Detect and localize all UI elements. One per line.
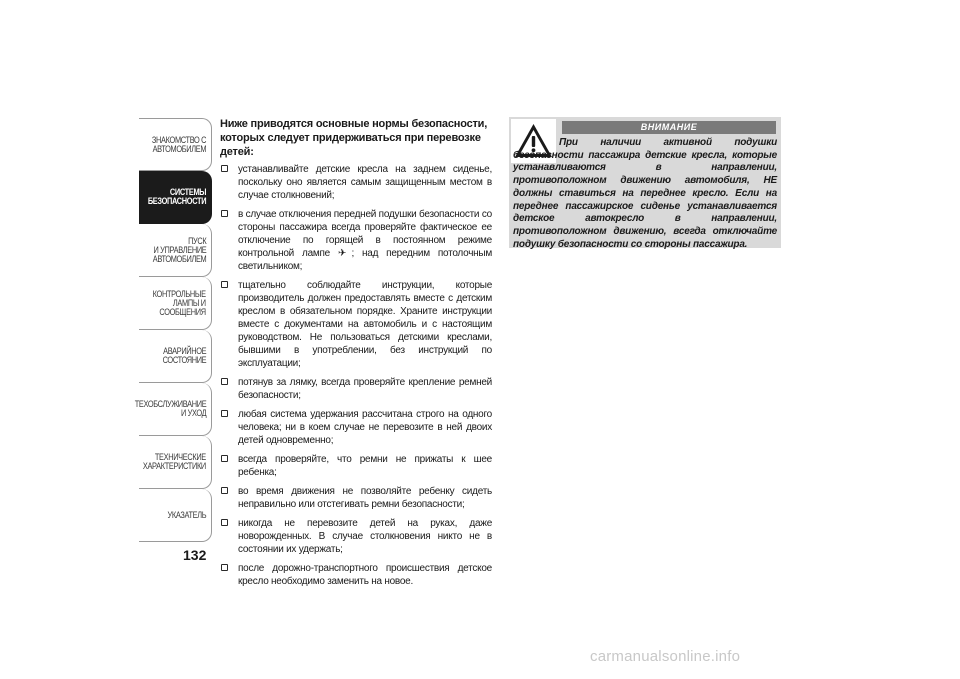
safety-rules-list bbox=[220, 163, 492, 588]
warning-box bbox=[509, 117, 781, 248]
list-item bbox=[220, 453, 492, 479]
tab-label: ТЕХОБСЛУЖИВАНИЕ И УХОД bbox=[134, 399, 206, 418]
tab-safety-systems[interactable] bbox=[139, 171, 212, 224]
tab-label: ЗНАКОМСТВО С АВТОМОБИЛЕМ bbox=[151, 134, 206, 154]
list-item bbox=[220, 517, 492, 556]
list-item-text: никогда не перевозите детей на руках, даже новорожденных. В случае столкновения никто не в состоянии их удержать; bbox=[238, 518, 492, 555]
tab-label: УКАЗАТЕЛЬ bbox=[167, 509, 206, 520]
tab-specifications[interactable] bbox=[139, 436, 212, 489]
tab-intro[interactable] bbox=[139, 118, 212, 171]
list-item bbox=[220, 376, 492, 402]
checkbox-bullet-icon bbox=[221, 165, 228, 172]
warning-text: При наличии активной подушки безопасности пассажира детские кресла, которые устанавливаются в направлении, противоположном движению автомобиля, НЕ должны ставиться на переднее кресло. Если на переднее пассажирское сиденье устанавливается детское автокресло в направлении, противоположном движению, всегда отключайте подушку безопасности со стороны пассажира. bbox=[513, 137, 777, 250]
checkbox-bullet-icon bbox=[221, 519, 228, 526]
tab-label: АВАРИЙНОЕ СОСТОЯНИЕ bbox=[162, 346, 206, 365]
list-item bbox=[220, 163, 492, 202]
list-item-text: тщательно соблюдайте инструкции, которые производитель должен предоставлять вместе с детским креслом в обязательном порядке. Храните инструкции вместе с документами на автомобиль и с настоящим руководством. Не пользоваться детскими креслами, бывшими в употреблении, без инструкций по эксплуатации; bbox=[238, 280, 492, 369]
list-item-text: в случае отключения передней подушки безопасности со стороны пассажира всегда проверяйте фактическое ее отключение по горящей в постоянном режиме контрольной лампе ✈; над передним потолочным светильником; bbox=[238, 209, 492, 272]
tab-index[interactable] bbox=[139, 489, 212, 542]
list-item-text: любая система удержания рассчитана строго на одного человека; ни в коем случае не перевозите в ней двоих детей одновременно; bbox=[238, 409, 492, 446]
checkbox-bullet-icon bbox=[221, 210, 228, 217]
list-item-text: потянув за лямку, всегда проверяйте крепление ремней безопасности; bbox=[238, 377, 492, 401]
list-item-text: во время движения не позволяйте ребенку сидеть неправильно или отстегивать ремни безопасности; bbox=[238, 486, 492, 510]
tab-warning-lights[interactable] bbox=[139, 277, 212, 330]
chapter-tabs bbox=[134, 118, 212, 542]
list-item bbox=[220, 485, 492, 511]
list-item bbox=[220, 208, 492, 273]
tab-emergency[interactable] bbox=[139, 330, 212, 383]
main-content bbox=[220, 117, 492, 594]
watermark: carmanualsonline.info bbox=[590, 648, 741, 665]
checkbox-bullet-icon bbox=[221, 378, 228, 385]
list-item-text: после дорожно-транспортного происшествия детское кресло необходимо заменить на новое. bbox=[238, 563, 492, 587]
checkbox-bullet-icon bbox=[221, 410, 228, 417]
list-item-text: устанавливайте детские кресла на заднем сиденье, поскольку оно является самым защищенным местом в случае столкновений; bbox=[238, 164, 492, 201]
page-number: 132 bbox=[183, 547, 207, 563]
tab-label: ПУСК И УПРАВЛЕНИЕ АВТОМОБИЛЕМ bbox=[152, 235, 206, 264]
intro-paragraph: Ниже приводятся основные нормы безопасности, которых следует придерживаться при перевозке детей: bbox=[220, 118, 488, 158]
tab-label: КОНТРОЛЬНЫЕ ЛАМПЫ И СООБЩЕНИЯ bbox=[152, 288, 206, 317]
checkbox-bullet-icon bbox=[221, 487, 228, 494]
checkbox-bullet-icon bbox=[221, 564, 228, 571]
list-item bbox=[220, 279, 492, 370]
list-item bbox=[220, 408, 492, 447]
tab-start-driving[interactable] bbox=[139, 224, 212, 277]
checkbox-bullet-icon bbox=[221, 455, 228, 462]
list-item bbox=[220, 562, 492, 588]
tab-label: ТЕХНИЧЕСКИЕ ХАРАКТЕРИСТИКИ bbox=[142, 452, 206, 471]
list-item-text: всегда проверяйте, что ремни не прижаты к шее ребенка; bbox=[238, 454, 492, 478]
warning-title: ВНИМАНИЕ bbox=[562, 121, 776, 134]
tab-label: СИСТЕМЫ БЕЗОПАСНОСТИ bbox=[147, 187, 206, 206]
tab-maintenance[interactable] bbox=[134, 383, 212, 436]
checkbox-bullet-icon bbox=[221, 281, 228, 288]
